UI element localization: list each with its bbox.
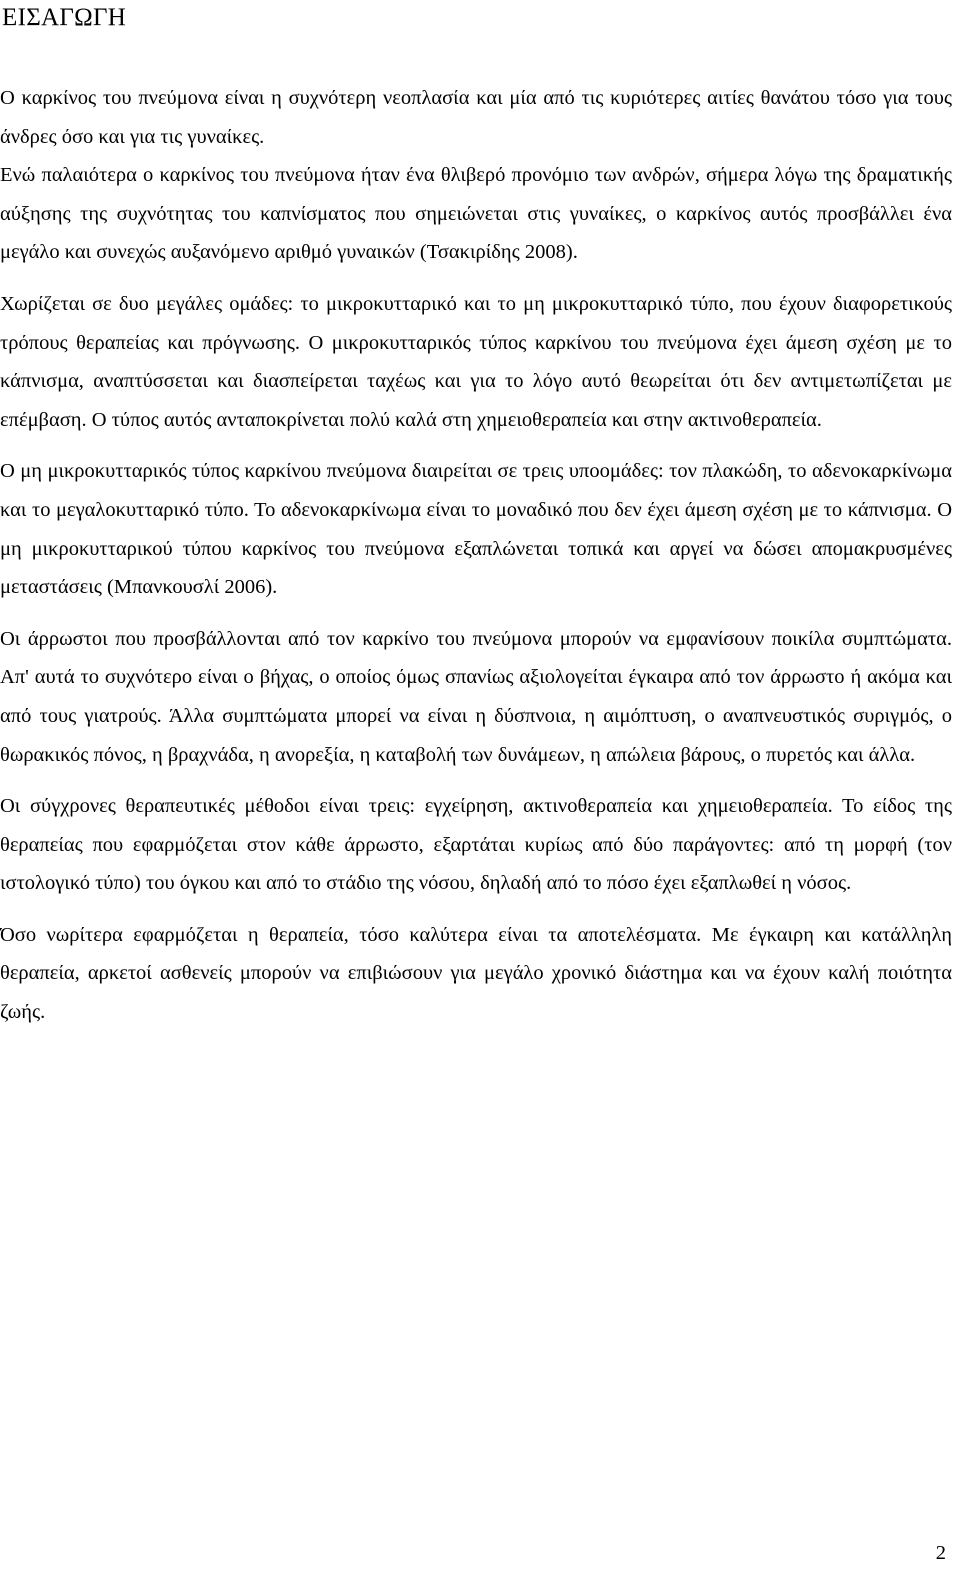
- paragraph-1: Ο καρκίνος του πνεύμονα είναι η συχνότερη νεοπλασία και μία από τις κυριότερες αιτίες θανάτου τόσο για τους άνδρες όσο και για τις γυναίκες.: [0, 87, 952, 148]
- paragraph-2: Ενώ παλαιότερα ο καρκίνος του πνεύμονα ήταν ένα θλιβερό προνόμιο των ανδρών, σήμερα λόγω της δραματικής αύξησης της συχνότητας του καπνίσματος που σημειώνεται στις γυναίκες, ο καρκίνος αυτός προσβάλλει ένα μεγάλο και συνεχώς αυξανόμενο αριθμό γυναικών (Τσακιρίδης 2008).: [0, 164, 952, 264]
- body-text: [0, 79, 952, 1032]
- paragraph-3: Χωρίζεται σε δυο μεγάλες ομάδες: το μικροκυτταρικό και το μη μικροκυτταρικό τύπο, που έχουν διαφορετικούς τρόπους θεραπείας και πρόγνωσης. Ο μικροκυτταρικός τύπος καρκίνου του πνεύμονα έχει άμεση σχέση με το κάπνισμα, αναπτύσσεται και διασπείρεται ταχέως και για το λόγο αυτό θεωρείται ότι δεν αντιμετωπίζεται με επέμβαση. Ο τύπος αυτός ανταποκρίνεται πολύ καλά στη χημειοθεραπεία και στην ακτινοθεραπεία.: [0, 292, 952, 431]
- page-number: 2: [935, 1542, 946, 1564]
- paragraph-4: Ο μη μικροκυτταρικός τύπος καρκίνου πνεύμονα διαιρείται σε τρεις υποομάδες: τον πλακώδη, το αδενοκαρκίνωμα και το μεγαλοκυτταρικό τύπο. Το αδενοκαρκίνωμα είναι το μοναδικό που δεν έχει άμεση σχέση με το κάπνισμα. Ο μη μικροκυτταρικού τύπου καρκίνος του πνεύμονα εξαπλώνεται τοπικά και αργεί να δώσει απομακρυσμένες μεταστάσεις (Μπανκουσλί 2006).: [0, 460, 952, 599]
- paragraph-6: Οι σύγχρονες θεραπευτικές μέθοδοι είναι τρεις: εγχείρηση, ακτινοθεραπεία και χημειοθεραπεία. Το είδος της θεραπείας που εφαρμόζεται στον κάθε άρρωστο, εξαρτάται κυρίως από δύο παράγοντες: από τη μορφή (τον ιστολογικό τύπο) του όγκου και από το στάδιο της νόσου, δηλαδή από το πόσο έχει εξαπλωθεί η νόσος.: [0, 795, 952, 895]
- section-heading: ΕΙΣΑΓΩΓΗ: [2, 4, 127, 31]
- paragraph-5: Οι άρρωστοι που προσβάλλονται από τον καρκίνο του πνεύμονα μπορούν να εμφανίσουν ποικίλα συμπτώματα. Απ' αυτά το συχνότερο είναι ο βήχας, ο οποίος όμως σπανίως αξιολογείται έγκαιρα από τον άρρωστο ή ακόμα και από τους γιατρούς. Άλλα συμπτώματα μπορεί να είναι η δύσπνοια, η αιμόπτυση, ο αναπνευστικός συριγμός, ο θωρακικός πόνος, η βραχνάδα, η ανορεξία, η καταβολή των δυνάμεων, η απώλεια βάρους, ο πυρετός και άλλα.: [0, 627, 952, 766]
- paragraph-7: Όσο νωρίτερα εφαρμόζεται η θεραπεία, τόσο καλύτερα είναι τα αποτελέσματα. Με έγκαιρη και κατάλληλη θεραπεία, αρκετοί ασθενείς μπορούν να επιβιώσουν για μεγάλο χρονικό διάστημα και να έχουν καλή ποιότητα ζωής.: [0, 923, 952, 1024]
